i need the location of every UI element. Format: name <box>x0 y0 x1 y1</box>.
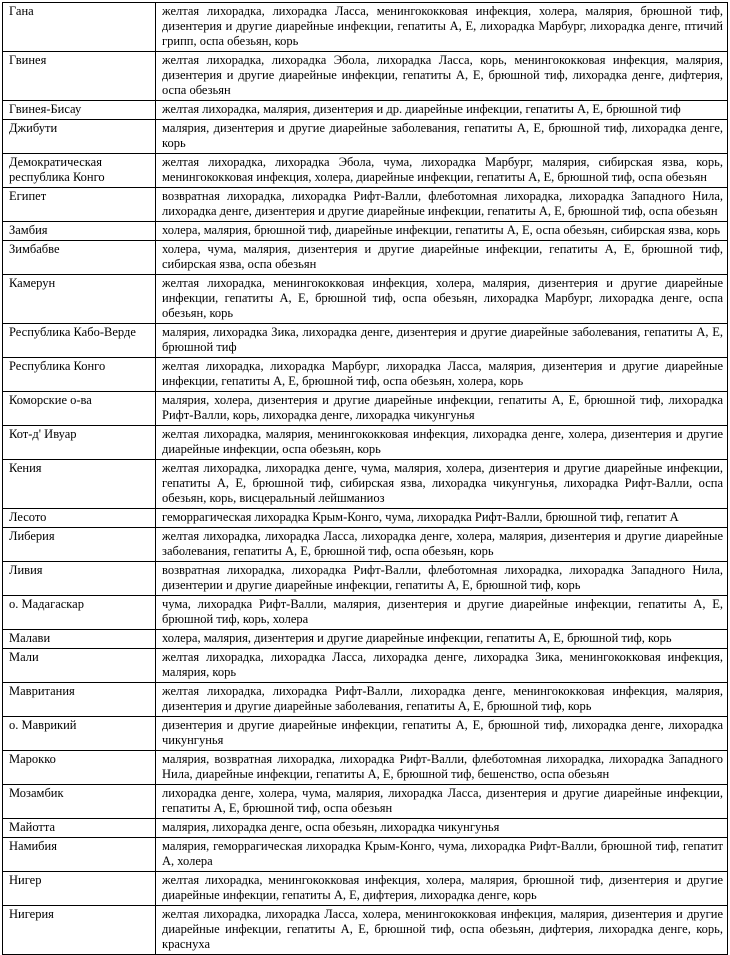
country-cell: Малави <box>3 630 156 649</box>
country-cell: Майотта <box>3 819 156 838</box>
diseases-cell: желтая лихорадка, лихорадка Рифт-Валли, лихорадка денге, менингококковая инфекция, малярия, дизентерия и другие диарейные заболевания, гепатиты А, Е, брюшной тиф, корь <box>156 683 728 717</box>
table-row <box>3 596 728 630</box>
diseases-cell: желтая лихорадка, лихорадка Ласса, менингококковая инфекция, холера, малярия, брюшной тиф, дизентерия и другие диарейные инфекции, гепатиты А, Е, лихорадка Марбург, лихорадка денге, птичий грипп, оспа обезьян, корь <box>156 3 728 52</box>
table-row <box>3 154 728 188</box>
country-cell: Камерун <box>3 275 156 324</box>
table-row <box>3 819 728 838</box>
table-row <box>3 275 728 324</box>
country-cell: Замбия <box>3 222 156 241</box>
diseases-cell: малярия, возвратная лихорадка, лихорадка Рифт-Валли, флеботомная лихорадка, лихорадка Западного Нила, диарейные инфекции, гепатиты А, Е, брюшной тиф, бешенство, оспа обезьян <box>156 751 728 785</box>
country-cell: Кения <box>3 460 156 509</box>
table-row <box>3 562 728 596</box>
table-row <box>3 3 728 52</box>
table-row <box>3 222 728 241</box>
table-row <box>3 528 728 562</box>
table-row <box>3 188 728 222</box>
table-row <box>3 460 728 509</box>
country-cell: Коморские о-ва <box>3 392 156 426</box>
diseases-cell: желтая лихорадка, менингококковая инфекция, холера, малярия, дизентерия и другие диарейные инфекции, гепатиты А, Е, брюшной тиф, оспа обезьян, лихорадка Марбург, лихорадка денге, оспа обезьян, корь <box>156 275 728 324</box>
country-cell: Зимбабве <box>3 241 156 275</box>
table-row <box>3 785 728 819</box>
country-cell: Либерия <box>3 528 156 562</box>
diseases-cell: желтая лихорадка, лихорадка Эбола, чума, лихорадка Марбург, малярия, сибирская язва, корь, менингококковая инфекция, холера, диарейные инфекции, гепатиты А, Е, брюшной тиф, оспа обезьян <box>156 154 728 188</box>
country-cell: Египет <box>3 188 156 222</box>
diseases-cell: дизентерия и другие диарейные инфекции, гепатиты А, Е, брюшной тиф, лихорадка денге, лихорадка чикунгунья <box>156 717 728 751</box>
document-page <box>0 2 730 951</box>
diseases-cell: возвратная лихорадка, лихорадка Рифт-Валли, флеботомная лихорадка, лихорадка Западного Нила, лихорадка денге, дизентерия и другие диарейные инфекции, гепатиты А, Е, брюшной тиф, оспа обезьян <box>156 188 728 222</box>
diseases-cell: малярия, холера, дизентерия и другие диарейные инфекции, гепатиты А, Е, брюшной тиф, лихорадка Рифт-Валли, корь, лихорадка денге, лихорадка чикунгунья <box>156 392 728 426</box>
diseases-cell: холера, чума, малярия, дизентерия и другие диарейные инфекции, гепатиты А, Е, брюшной тиф, сибирская язва, оспа обезьян <box>156 241 728 275</box>
country-cell: Марокко <box>3 751 156 785</box>
table-row <box>3 838 728 872</box>
country-cell: Лесото <box>3 509 156 528</box>
diseases-cell: малярия, лихорадка Зика, лихорадка денге, дизентерия и другие диарейные заболевания, гепатиты А, Е, брюшной тиф <box>156 324 728 358</box>
table-row <box>3 630 728 649</box>
country-cell: Намибия <box>3 838 156 872</box>
table-row <box>3 358 728 392</box>
table-row <box>3 649 728 683</box>
diseases-cell: малярия, геморрагическая лихорадка Крым-Конго, чума, лихорадка Рифт-Валли, брюшной тиф, гепатит А, холера <box>156 838 728 872</box>
country-cell: Гана <box>3 3 156 52</box>
diseases-cell: желтая лихорадка, малярия, менингококковая инфекция, лихорадка денге, холера, дизентерия и другие диарейные инфекции, оспа обезьян, корь <box>156 426 728 460</box>
table-row <box>3 392 728 426</box>
diseases-cell: желтая лихорадка, менингококковая инфекция, холера, малярия, брюшной тиф, дизентерия и другие диарейные инфекции, гепатиты А, Е, дифтерия, лихорадка денге, корь <box>156 872 728 906</box>
table-row <box>3 872 728 906</box>
country-cell: Нигер <box>3 872 156 906</box>
diseases-cell: чума, лихорадка Рифт-Валли, малярия, дизентерия и другие диарейные инфекции, гепатиты А, Е, брюшной тиф, корь, холера <box>156 596 728 630</box>
table-row <box>3 101 728 120</box>
country-cell: Гвинея <box>3 52 156 101</box>
country-cell: Ливия <box>3 562 156 596</box>
table-row <box>3 509 728 528</box>
table-row <box>3 241 728 275</box>
country-cell: о. Мадагаскар <box>3 596 156 630</box>
table-body <box>3 3 728 955</box>
table-row <box>3 906 728 955</box>
diseases-cell: желтая лихорадка, лихорадка Эбола, лихорадка Ласса, корь, менингококковая инфекция, малярия, дизентерия и другие диарейные инфекции, гепатиты А, Е, брюшной тиф, лихорадка денге, дифтерия, оспа обезьян <box>156 52 728 101</box>
diseases-cell: возвратная лихорадка, лихорадка Рифт-Валли, флеботомная лихорадка, лихорадка Западного Нила, дизентерии и другие диарейные инфекции, гепатиты А, Е, брюшной тиф, корь <box>156 562 728 596</box>
diseases-cell: малярия, лихорадка денге, оспа обезьян, лихорадка чикунгунья <box>156 819 728 838</box>
table-row <box>3 324 728 358</box>
table-row <box>3 751 728 785</box>
diseases-cell: холера, малярия, брюшной тиф, диарейные инфекции, гепатиты А, Е, оспа обезьян, сибирская язва, корь <box>156 222 728 241</box>
country-cell: Гвинея-Бисау <box>3 101 156 120</box>
diseases-cell: лихорадка денге, холера, чума, малярия, лихорадка Ласса, дизентерия и другие диарейные инфекции, гепатиты А, Е, брюшной тиф, оспа обезьян <box>156 785 728 819</box>
diseases-cell: холера, малярия, дизентерия и другие диарейные инфекции, гепатиты А, Е, брюшной тиф, корь <box>156 630 728 649</box>
table-row <box>3 426 728 460</box>
country-cell: Республика Кабо-Верде <box>3 324 156 358</box>
country-cell: Республика Конго <box>3 358 156 392</box>
table-row <box>3 52 728 101</box>
table-row <box>3 120 728 154</box>
country-cell: о. Маврикий <box>3 717 156 751</box>
diseases-cell: геморрагическая лихорадка Крым-Конго, чума, лихорадка Рифт-Валли, брюшной тиф, гепатит А <box>156 509 728 528</box>
table-row <box>3 683 728 717</box>
diseases-cell: желтая лихорадка, лихорадка Ласса, лихорадка денге, холера, малярия, дизентерия и другие диарейные заболевания, гепатиты А, Е, брюшной тиф, оспа обезьян, корь <box>156 528 728 562</box>
country-cell: Мавритания <box>3 683 156 717</box>
diseases-cell: желтая лихорадка, лихорадка Ласса, лихорадка денге, лихорадка Зика, менингококковая инфекция, малярия, корь <box>156 649 728 683</box>
country-cell: Кот-д' Ивуар <box>3 426 156 460</box>
diseases-cell: желтая лихорадка, малярия, дизентерия и др. диарейные инфекции, гепатиты А, Е, брюшной тиф <box>156 101 728 120</box>
disease-table <box>2 2 728 955</box>
diseases-cell: малярия, дизентерия и другие диарейные заболевания, гепатиты А, Е, брюшной тиф, лихорадка денге, корь <box>156 120 728 154</box>
country-cell: Мали <box>3 649 156 683</box>
table-row <box>3 717 728 751</box>
country-cell: Джибути <box>3 120 156 154</box>
country-cell: Нигерия <box>3 906 156 955</box>
diseases-cell: желтая лихорадка, лихорадка Марбург, лихорадка Ласса, малярия, дизентерия и другие диарейные инфекции, гепатиты А, Е, брюшной тиф, оспа обезьян, холера, корь <box>156 358 728 392</box>
country-cell: Демократическая республика Конго <box>3 154 156 188</box>
country-cell: Мозамбик <box>3 785 156 819</box>
diseases-cell: желтая лихорадка, лихорадка денге, чума, малярия, холера, дизентерия и другие диарейные инфекции, гепатиты А, Е, брюшной тиф, сибирская язва, лихорадка чикунгунья, лихорадка Рифт-Валли, оспа обезьян, корь, висцеральный лейшманиоз <box>156 460 728 509</box>
diseases-cell: желтая лихорадка, лихорадка Ласса, холера, менингококковая инфекция, малярия, дизентерия и другие диарейные инфекции, гепатиты А, Е, брюшной тиф, оспа обезьян, дифтерия, лихорадка денге, корь, краснуха <box>156 906 728 955</box>
